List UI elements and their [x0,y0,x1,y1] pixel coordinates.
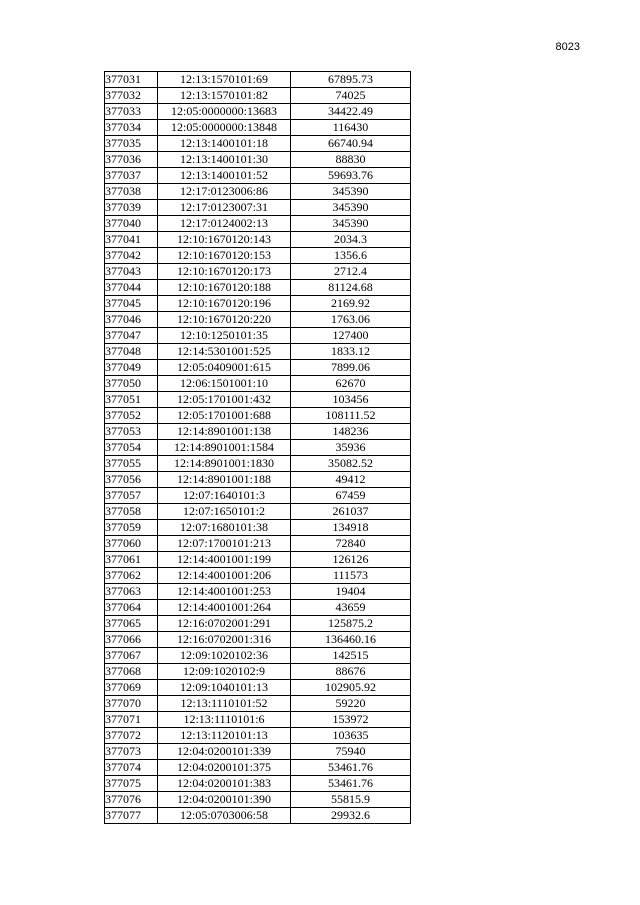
row-number-cell: 377077 [105,808,158,824]
amount-cell: 2034.3 [291,232,411,248]
row-number-cell: 377049 [105,360,158,376]
amount-cell: 59693.76 [291,168,411,184]
amount-cell: 1356.6 [291,248,411,264]
row-number-cell: 377038 [105,184,158,200]
cadastral-number-cell: 12:14:8901001:1830 [158,456,291,472]
cadastral-number-cell: 12:05:0000000:13848 [158,120,291,136]
table-row [105,440,411,456]
amount-cell: 62670 [291,376,411,392]
amount-cell: 136460.16 [291,632,411,648]
amount-cell: 88676 [291,664,411,680]
cadastral-number-cell: 12:09:1020102:9 [158,664,291,680]
cadastral-number-cell: 12:14:5301001:525 [158,344,291,360]
row-number-cell: 377065 [105,616,158,632]
table-row [105,552,411,568]
table-row [105,376,411,392]
row-number-cell: 377073 [105,744,158,760]
table-row [105,424,411,440]
table-row [105,696,411,712]
table-body [105,72,411,824]
row-number-cell: 377070 [105,696,158,712]
cadastral-number-cell: 12:04:0200101:339 [158,744,291,760]
table-row [105,200,411,216]
cadastral-number-cell: 12:04:0200101:375 [158,760,291,776]
table-row [105,264,411,280]
table-row [105,312,411,328]
amount-cell: 67459 [291,488,411,504]
row-number-cell: 377054 [105,440,158,456]
amount-cell: 345390 [291,184,411,200]
table-row [105,472,411,488]
table-row [105,136,411,152]
row-number-cell: 377031 [105,72,158,88]
table-row [105,392,411,408]
amount-cell: 142515 [291,648,411,664]
table-row [105,536,411,552]
table-row [105,648,411,664]
cadastral-number-cell: 12:05:1701001:688 [158,408,291,424]
cadastral-number-cell: 12:09:1020102:36 [158,648,291,664]
amount-cell: 108111.52 [291,408,411,424]
row-number-cell: 377076 [105,792,158,808]
amount-cell: 2169.92 [291,296,411,312]
table-row [105,72,411,88]
cadastral-number-cell: 12:17:0124002:13 [158,216,291,232]
amount-cell: 19404 [291,584,411,600]
table-row [105,568,411,584]
row-number-cell: 377053 [105,424,158,440]
row-number-cell: 377062 [105,568,158,584]
table-row [105,584,411,600]
row-number-cell: 377052 [105,408,158,424]
row-number-cell: 377061 [105,552,158,568]
row-number-cell: 377050 [105,376,158,392]
amount-cell: 75940 [291,744,411,760]
table-row [105,760,411,776]
row-number-cell: 377067 [105,648,158,664]
table-row [105,744,411,760]
amount-cell: 103456 [291,392,411,408]
amount-cell: 345390 [291,200,411,216]
row-number-cell: 377045 [105,296,158,312]
row-number-cell: 377060 [105,536,158,552]
cadastral-number-cell: 12:13:1570101:82 [158,88,291,104]
cadastral-number-cell: 12:14:4001001:264 [158,600,291,616]
cadastral-number-cell: 12:04:0200101:383 [158,776,291,792]
cadastral-number-cell: 12:10:1670120:188 [158,280,291,296]
cadastral-number-cell: 12:10:1670120:220 [158,312,291,328]
table-row [105,120,411,136]
amount-cell: 126126 [291,552,411,568]
cadastral-number-cell: 12:05:0409001:615 [158,360,291,376]
cadastral-number-cell: 12:13:1120101:13 [158,728,291,744]
amount-cell: 102905.92 [291,680,411,696]
row-number-cell: 377063 [105,584,158,600]
amount-cell: 74025 [291,88,411,104]
table-row [105,712,411,728]
table-row [105,728,411,744]
row-number-cell: 377066 [105,632,158,648]
cadastral-number-cell: 12:10:1670120:143 [158,232,291,248]
table-row [105,632,411,648]
row-number-cell: 377036 [105,152,158,168]
cadastral-number-cell: 12:13:1400101:52 [158,168,291,184]
amount-cell: 67895.73 [291,72,411,88]
cadastral-number-cell: 12:09:1040101:13 [158,680,291,696]
row-number-cell: 377043 [105,264,158,280]
amount-cell: 116430 [291,120,411,136]
cadastral-number-cell: 12:13:1110101:6 [158,712,291,728]
row-number-cell: 377074 [105,760,158,776]
cadastral-number-cell: 12:14:4001001:199 [158,552,291,568]
table-row [105,664,411,680]
amount-cell: 148236 [291,424,411,440]
amount-cell: 81124.68 [291,280,411,296]
amount-cell: 53461.76 [291,776,411,792]
table-row [105,488,411,504]
amount-cell: 55815.9 [291,792,411,808]
table-row [105,344,411,360]
row-number-cell: 377035 [105,136,158,152]
cadastral-number-cell: 12:16:0702001:291 [158,616,291,632]
amount-cell: 35082.52 [291,456,411,472]
cadastral-number-cell: 12:14:4001001:206 [158,568,291,584]
cadastral-number-cell: 12:10:1670120:153 [158,248,291,264]
table-row [105,104,411,120]
table-row [105,616,411,632]
table-row [105,296,411,312]
amount-cell: 43659 [291,600,411,616]
row-number-cell: 377056 [105,472,158,488]
table-row [105,216,411,232]
amount-cell: 59220 [291,696,411,712]
row-number-cell: 377069 [105,680,158,696]
table-row [105,152,411,168]
table-row [105,184,411,200]
amount-cell: 127400 [291,328,411,344]
page-number: 8023 [555,41,580,53]
row-number-cell: 377047 [105,328,158,344]
cadastral-number-cell: 12:07:1700101:213 [158,536,291,552]
row-number-cell: 377064 [105,600,158,616]
cadastral-number-cell: 12:13:1110101:52 [158,696,291,712]
cadastral-number-cell: 12:06:1501001:10 [158,376,291,392]
amount-cell: 153972 [291,712,411,728]
amount-cell: 1763.06 [291,312,411,328]
amount-cell: 111573 [291,568,411,584]
table-row [105,504,411,520]
amount-cell: 53461.76 [291,760,411,776]
cadastral-number-cell: 12:05:1701001:432 [158,392,291,408]
amount-cell: 125875.2 [291,616,411,632]
row-number-cell: 377057 [105,488,158,504]
row-number-cell: 377039 [105,200,158,216]
row-number-cell: 377032 [105,88,158,104]
cadastral-number-cell: 12:14:8901001:188 [158,472,291,488]
row-number-cell: 377033 [105,104,158,120]
cadastral-number-cell: 12:13:1400101:18 [158,136,291,152]
row-number-cell: 377055 [105,456,158,472]
row-number-cell: 377059 [105,520,158,536]
amount-cell: 261037 [291,504,411,520]
cadastral-number-cell: 12:04:0200101:390 [158,792,291,808]
table-row [105,280,411,296]
data-table [104,71,411,824]
amount-cell: 66740.94 [291,136,411,152]
cadastral-number-cell: 12:05:0703006:58 [158,808,291,824]
row-number-cell: 377072 [105,728,158,744]
cadastral-number-cell: 12:07:1680101:38 [158,520,291,536]
row-number-cell: 377041 [105,232,158,248]
table-row [105,168,411,184]
amount-cell: 2712.4 [291,264,411,280]
amount-cell: 29932.6 [291,808,411,824]
amount-cell: 7899.06 [291,360,411,376]
row-number-cell: 377046 [105,312,158,328]
cadastral-number-cell: 12:10:1250101:35 [158,328,291,344]
amount-cell: 72840 [291,536,411,552]
cadastral-number-cell: 12:17:0123006:86 [158,184,291,200]
amount-cell: 103635 [291,728,411,744]
amount-cell: 35936 [291,440,411,456]
row-number-cell: 377068 [105,664,158,680]
row-number-cell: 377042 [105,248,158,264]
amount-cell: 34422.49 [291,104,411,120]
table-row [105,520,411,536]
cadastral-number-cell: 12:14:4001001:253 [158,584,291,600]
table-row [105,88,411,104]
amount-cell: 88830 [291,152,411,168]
cadastral-number-cell: 12:14:8901001:138 [158,424,291,440]
cadastral-number-cell: 12:05:0000000:13683 [158,104,291,120]
cadastral-number-cell: 12:16:0702001:316 [158,632,291,648]
row-number-cell: 377071 [105,712,158,728]
row-number-cell: 377051 [105,392,158,408]
table-row [105,776,411,792]
row-number-cell: 377037 [105,168,158,184]
table-row [105,808,411,824]
row-number-cell: 377044 [105,280,158,296]
amount-cell: 49412 [291,472,411,488]
cadastral-number-cell: 12:10:1670120:196 [158,296,291,312]
table-row [105,248,411,264]
table-row [105,408,411,424]
amount-cell: 1833.12 [291,344,411,360]
cadastral-number-cell: 12:14:8901001:1584 [158,440,291,456]
table-row [105,328,411,344]
row-number-cell: 377058 [105,504,158,520]
row-number-cell: 377075 [105,776,158,792]
cadastral-number-cell: 12:10:1670120:173 [158,264,291,280]
table-row [105,600,411,616]
table-row [105,456,411,472]
row-number-cell: 377048 [105,344,158,360]
cadastral-number-cell: 12:17:0123007:31 [158,200,291,216]
amount-cell: 134918 [291,520,411,536]
row-number-cell: 377040 [105,216,158,232]
cadastral-number-cell: 12:13:1400101:30 [158,152,291,168]
table-row [105,232,411,248]
cadastral-number-cell: 12:07:1640101:3 [158,488,291,504]
cadastral-number-cell: 12:13:1570101:69 [158,72,291,88]
table-row [105,792,411,808]
amount-cell: 345390 [291,216,411,232]
row-number-cell: 377034 [105,120,158,136]
table-row [105,360,411,376]
table-row [105,680,411,696]
cadastral-number-cell: 12:07:1650101:2 [158,504,291,520]
